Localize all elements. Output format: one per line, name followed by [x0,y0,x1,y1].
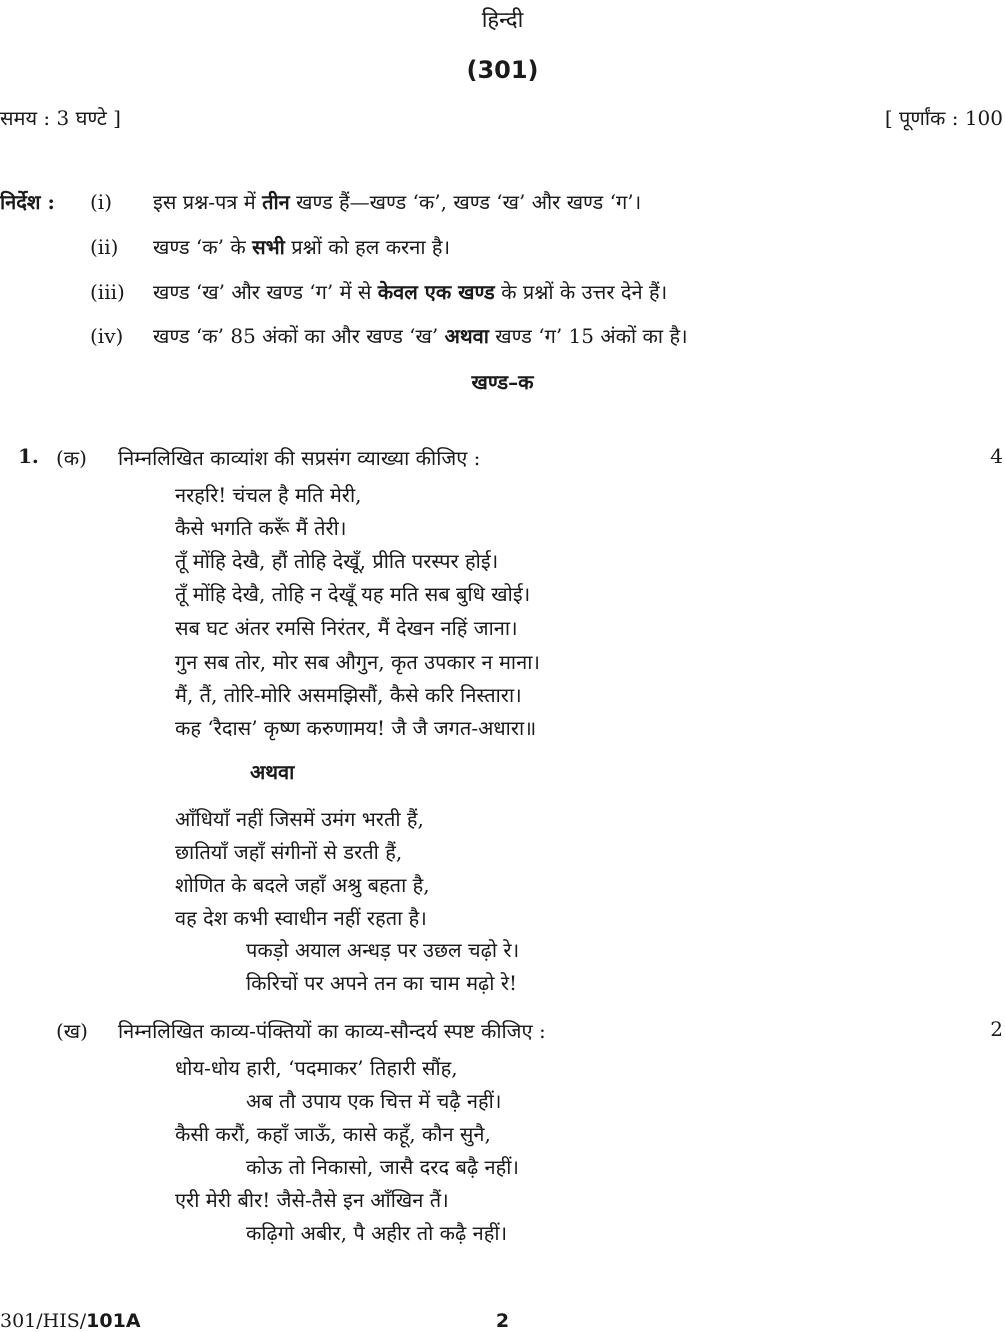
poem-line: कैसे भगति करूँ मैं तेरी। [175,516,347,540]
poem-line: किरिचों पर अपने तन का चाम मढ़ो रे! [246,971,518,995]
page-number: 2 [495,1310,510,1332]
poem-line: कह ‘रैदास’ कृष्ण करुणामय! जै जै जगत-अधारा॥ [175,716,537,740]
question-marks: 4 [990,444,1003,468]
poem-line: छातियाँ जहाँ संगीनों से डरती हैं, [175,840,403,864]
poem-line: मैं, तैं, तोरि-मोरि असमझिसौं, कैसे करि निस्तारा। [175,683,522,707]
subject-code: (301) [466,56,539,84]
paper-code: 301/HIS/101A [0,1310,141,1332]
or-label: अथवा [250,760,295,784]
subject-title: हिन्दी [481,8,524,33]
poem-line: कोऊ तो निकासो, जासै दरद बढ़ै नहीं। [246,1155,519,1179]
poem-line: तूँ मोंहि देखै, हौं तोहि देखूँ, प्रीति परस्पर होई। [175,549,499,573]
instruction-number: (iii) [90,280,125,304]
poem-line: कढ़िगो अबीर, पै अहीर तो कढ़ै नहीं। [246,1221,508,1245]
poem-line: कैसी करौं, कहाँ जाऊँ, कासे कहूँ, कौन सुनै, [175,1122,491,1146]
instructions-label: निर्देश : [0,190,55,214]
question-part-label: (ख) [56,1019,88,1043]
question-text: निम्नलिखित काव्यांश की सप्रसंग व्याख्या कीजिए : [118,446,481,470]
instruction-number: (i) [90,190,113,214]
question-marks: 2 [990,1017,1003,1041]
poem-line: धोय-धोय हारी, ‘पदमाकर’ तिहारी सौंह, [175,1056,458,1080]
instruction-number: (iv) [90,324,124,348]
time-allowed: समय : 3 घण्टे ] [0,106,121,130]
instruction-item: खण्ड ‘क’ के सभी प्रश्नों को हल करना है। [153,235,451,259]
poem-line: एरी मेरी बीर! जैसे-तैसे इन आँखिन तैं। [175,1188,449,1212]
poem-line: गुन सब तोर, मोर सब औगुन, कृत उपकार न माना। [175,650,540,674]
question-part-label: (क) [56,446,87,470]
max-marks: [ पूर्णांक : 100 [884,106,1003,130]
poem-line: सब घट अंतर रमसि निरंतर, मैं देखन नहिं जाना। [175,616,518,640]
poem-line: नरहरि! चंचल है मति मेरी, [175,483,362,507]
instruction-item: इस प्रश्न-पत्र में तीन खण्ड हैं—खण्ड ‘क’, खण्ड ‘ख’ और खण्ड ‘ग’। [153,190,642,214]
poem-line: तूँ मोंहि देखै, तोहि न देखूँ यह मति सब बुधि खोई। [175,582,531,606]
poem-line: अब तौ उपाय एक चित्त में चढ़ै नहीं। [246,1089,502,1113]
section-title: खण्ड–क [471,370,534,394]
poem-line: आँधियाँ नहीं जिसमें उमंग भरती हैं, [175,807,424,831]
question-number: 1. [18,444,39,468]
instruction-item: खण्ड ‘ख’ और खण्ड ‘ग’ में से केवल एक खण्ड के प्रश्नों के उत्तर देने हैं। [153,280,668,304]
question-text: निम्नलिखित काव्य-पंक्तियों का काव्य-सौन्दर्य स्पष्ट कीजिए : [118,1019,546,1043]
instruction-number: (ii) [90,235,119,259]
poem-line: शोणित के बदले जहाँ अश्रु बहता है, [175,873,430,897]
poem-line: वह देश कभी स्वाधीन नहीं रहता है। [175,906,427,930]
poem-line: पकड़ो अयाल अन्धड़ पर उछल चढ़ो रे। [246,938,520,962]
instruction-item: खण्ड ‘क’ 85 अंकों का और खण्ड ‘ख’ अथवा खण्ड ‘ग’ 15 अंकों का है। [153,324,688,348]
